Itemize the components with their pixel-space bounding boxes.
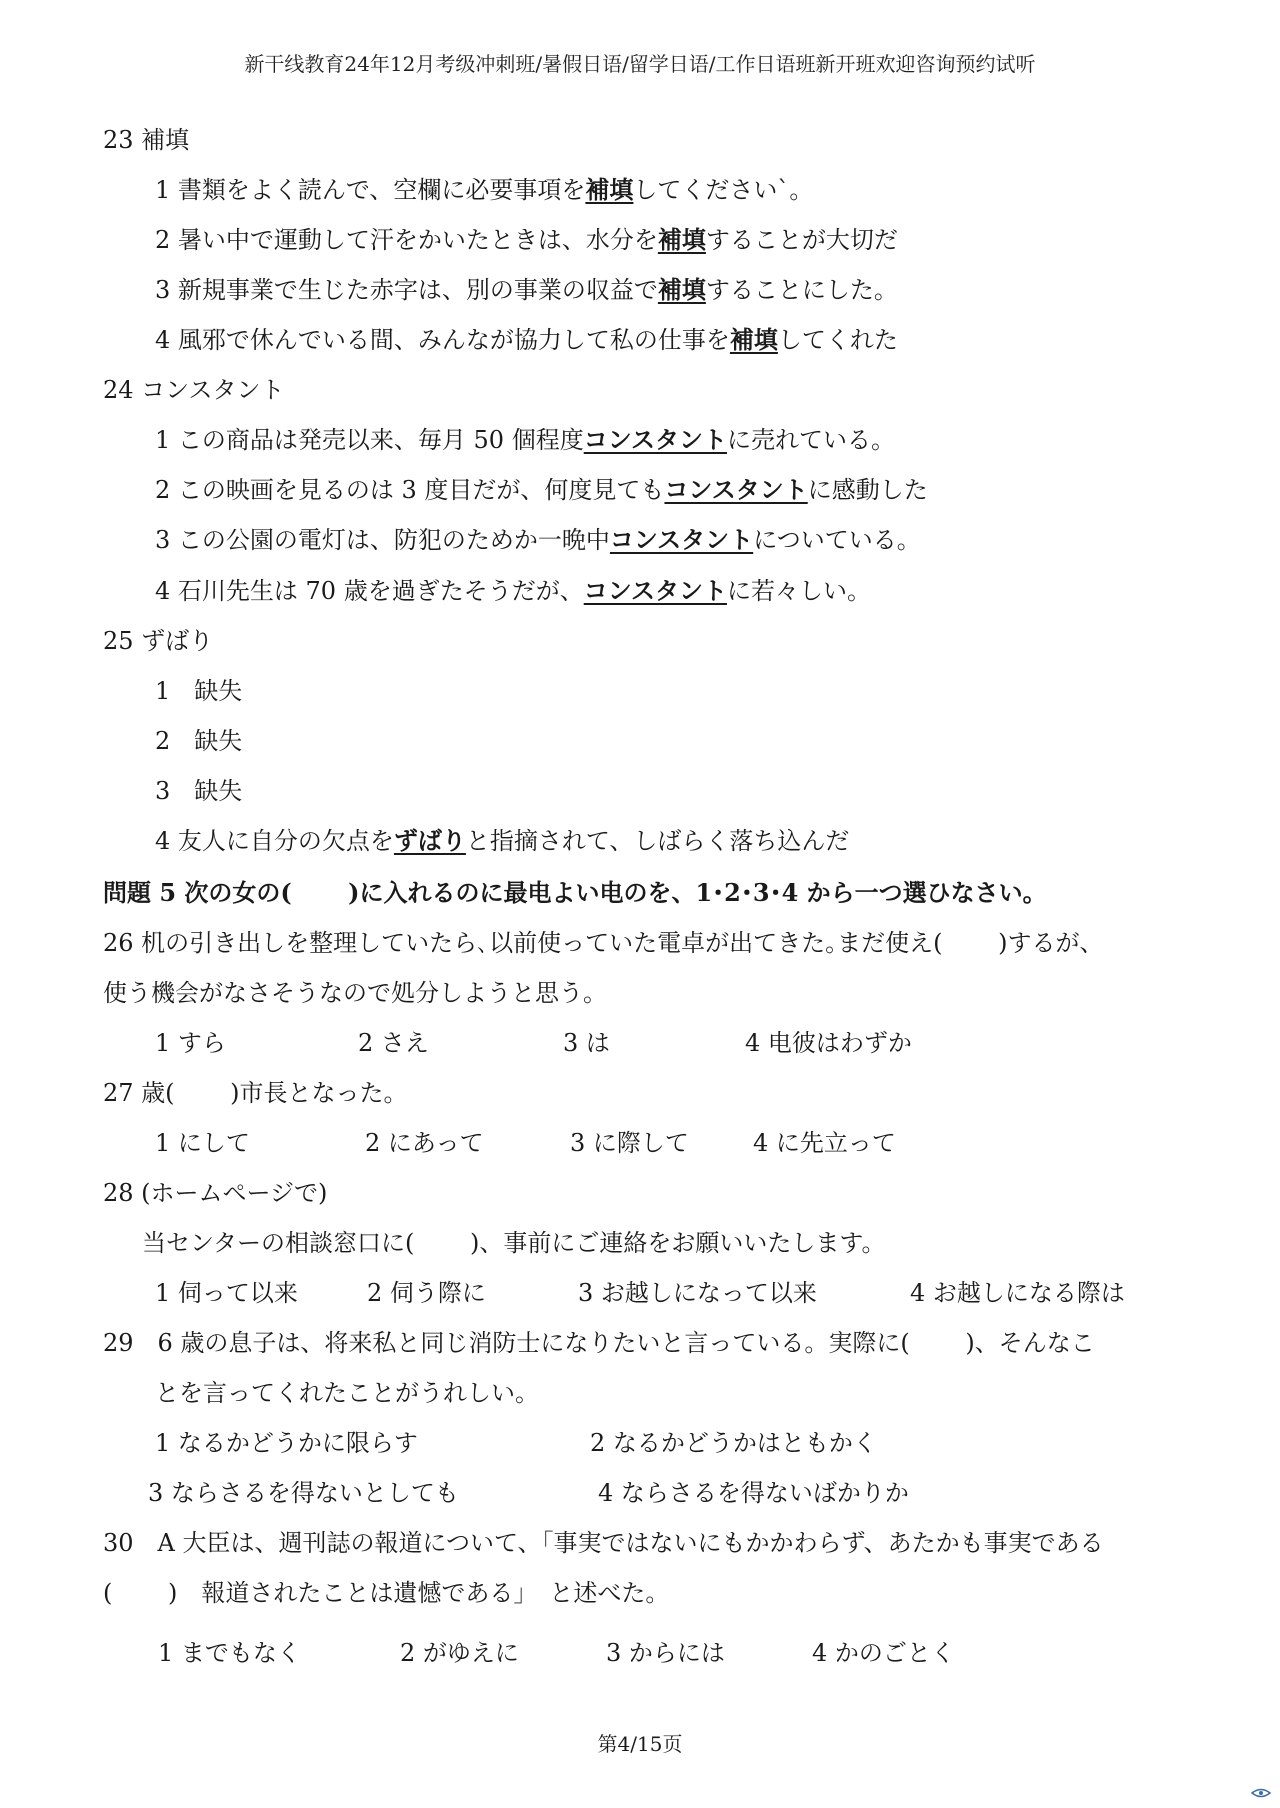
target-word: コンスタント (583, 576, 727, 605)
option-text: 4 友人に自分の欠点を (155, 827, 394, 855)
option-text: 4 風邪で休んでいる間、みんなが協力して私の仕事を (155, 326, 730, 354)
option-text: してください`。 (633, 176, 814, 204)
option-text: に売れている。 (726, 426, 895, 454)
question-25-option-1: 1 缺失 (155, 677, 243, 705)
target-word: 補填 (585, 175, 634, 204)
option-text: と指摘されて、しばらく落ち込んだ (465, 827, 850, 855)
option-text: 1 この商品は発売以来、毎月 50 個程度 (155, 426, 584, 454)
question-24-option-3 (155, 524, 921, 556)
target-word: コンスタント (583, 425, 727, 454)
option-text: 3 この公園の電灯は、防犯のためか一晩中 (155, 526, 610, 554)
question-25-option-3: 3 缺失 (155, 777, 243, 805)
question-26-line-1: 26 机の引き出しを整理していたら､以前使っていた電卓が出てきた｡まだ使え( )するが、 (103, 929, 1104, 957)
question-26-line-2: 使う機会がなさそうなので処分しようと思う。 (103, 979, 607, 1007)
question-30-option-3: 3 からには (606, 1639, 725, 1667)
option-text: についている。 (753, 526, 921, 554)
question-24-option-1 (155, 424, 895, 456)
question-27-option-2: 2 にあって (365, 1129, 484, 1157)
question-24-option-4 (155, 575, 871, 607)
question-24-title: 24 コンスタント (103, 376, 285, 404)
question-29-line-2: とを言ってくれたことがうれしい。 (155, 1379, 539, 1407)
question-29-option-3: 3 ならさるを得ないとしても (148, 1479, 459, 1507)
question-30-option-4: 4 かのごとく (812, 1639, 955, 1667)
question-28-option-4: 4 お越しになる際は (910, 1279, 1125, 1307)
target-word: 補填 (729, 325, 778, 354)
question-23-option-4 (155, 324, 898, 356)
option-text: 3 新規事業で生じた赤字は、別の事業の収益で (155, 276, 658, 304)
question-30-option-2: 2 がゆえに (400, 1639, 519, 1667)
target-word: ずばり (393, 826, 466, 855)
target-word: コンスタント (664, 475, 808, 504)
question-29-option-4: 4 ならさるを得ないばかりか (598, 1479, 909, 1507)
question-30-option-1: 1 までもなく (158, 1639, 301, 1667)
question-29-option-1: 1 なるかどうかに限らす (155, 1429, 418, 1457)
question-24-option-2 (155, 474, 928, 506)
option-text: 2 この映画を見るのは 3 度目だが、何度見ても (155, 476, 665, 504)
question-26-option-2: 2 さえ (358, 1029, 429, 1057)
option-text: してくれた (777, 326, 898, 354)
option-text: 1 書類をよく読んで、空欄に必要事項を (155, 176, 586, 204)
question-29-option-2: 2 なるかどうかはともかく (590, 1429, 877, 1457)
option-text: 2 暑い中で運動して汗をかいたときは、水分を (155, 226, 658, 254)
question-26-option-4: 4 电彼はわずか (745, 1029, 912, 1057)
question-23-option-1 (155, 174, 813, 206)
question-28-line-2: 当センターの相談窓口に( )、事前にご連絡をお願いいたします。 (142, 1229, 886, 1257)
question-30-line-2: ( ) 報道されたことは遺憾である｣ と述べた。 (103, 1579, 670, 1607)
question-23-title: 23 補填 (103, 126, 190, 154)
question-28-option-2: 2 伺う際に (367, 1279, 486, 1307)
question-27-option-4: 4 に先立って (753, 1129, 896, 1157)
question-27-option-3: 3 に際して (570, 1129, 689, 1157)
option-text: 4 石川先生は 70 歳を過ぎたそうだが、 (155, 577, 584, 605)
question-25-option-2: 2 缺失 (155, 727, 243, 755)
option-text: に若々しい。 (726, 577, 871, 605)
question-26-option-1: 1 すら (155, 1029, 226, 1057)
question-28-option-1: 1 伺って以来 (155, 1279, 298, 1307)
section-5-instructions: 問題 5 次の女の( )に入れるのに最电よい电のを、1･2･3･4 から一つ選ひなさい。 (103, 878, 1047, 907)
target-word: 補填 (657, 225, 706, 254)
option-text: することにした。 (705, 276, 898, 304)
question-23-option-2 (155, 224, 898, 256)
question-23-option-3 (155, 274, 898, 306)
option-text: することが大切だ (705, 226, 898, 254)
question-25-option-4 (155, 825, 849, 857)
target-word: コンスタント (609, 525, 754, 554)
target-word: 補填 (657, 275, 706, 304)
question-27-option-1: 1 にして (155, 1129, 250, 1157)
question-30-line-1: 30 A 大臣は、週刊誌の報道について、｢事実ではないにもかかわらず、あたかも事実である (103, 1529, 1104, 1557)
question-29-line-1: 29 6 歳の息子は、将来私と同じ消防士になりたいと言っている。実際に( )、そんなこ (103, 1329, 1095, 1357)
question-25-title: 25 ずばり (103, 627, 214, 655)
corner-logo-icon (1250, 1786, 1272, 1800)
page-header: 新干线教育24年12月考级冲刺班/暑假日语/留学日语/工作日语班新开班欢迎咨询预约试听 (244, 52, 1036, 76)
option-text: に感動した (807, 476, 928, 504)
question-28-line-1: 28 (ホームページで) (103, 1179, 328, 1207)
question-26-option-3: 3 は (563, 1029, 610, 1057)
page-number: 第4/15页 (597, 1732, 683, 1756)
question-28-option-3: 3 お越しになって以来 (578, 1279, 817, 1307)
question-27-line-1: 27 歳( )市長となった。 (103, 1079, 408, 1107)
